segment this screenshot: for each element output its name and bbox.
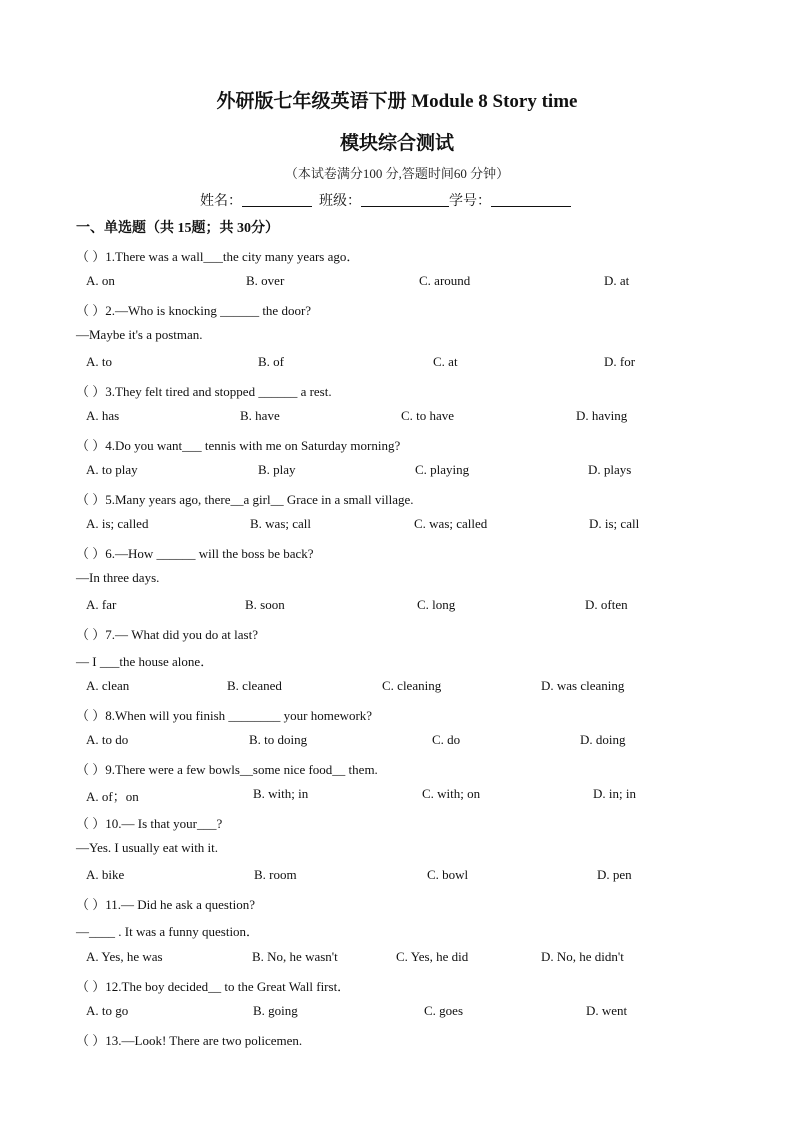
option-a: A. to go	[86, 1003, 129, 1018]
option-b: B. soon	[245, 597, 285, 612]
id-blank	[491, 192, 571, 207]
option-d: D. in; in	[593, 786, 636, 801]
option-d: D. went	[586, 1003, 628, 1018]
option-a: A. far	[86, 597, 117, 612]
option-a: A. to do	[86, 732, 129, 747]
question-stem: （ ）8.When will you finish ________ your homework?	[76, 708, 373, 723]
option-d: D. having	[576, 408, 628, 423]
option-d: D. plays	[588, 462, 632, 477]
option-b: B. room	[254, 867, 297, 882]
option-b: B. going	[253, 1003, 298, 1018]
option-a: A. on	[86, 273, 115, 288]
option-a: A. clean	[86, 678, 130, 693]
question-answer-line: —Maybe it's a postman.	[76, 327, 203, 342]
question-stem: （ ）5.Many years ago, there__a girl__ Grace in a small village.	[76, 492, 414, 507]
option-d: D. is; call	[589, 516, 640, 531]
option-a: A. has	[86, 408, 120, 423]
student-info-row	[200, 190, 571, 210]
option-a: A. to	[86, 354, 112, 369]
option-c: C. playing	[415, 462, 470, 477]
option-b: B. was; call	[250, 516, 312, 531]
option-c: C. bowl	[427, 867, 469, 882]
class-blank	[361, 192, 449, 207]
option-b: B. over	[246, 273, 285, 288]
option-d: D. was cleaning	[541, 678, 625, 693]
question-stem: （ ）6.—How ______ will the boss be back?	[76, 546, 314, 561]
option-a: A. bike	[86, 867, 125, 882]
question-stem: （ ）9.There were a few bowls__some nice food__ them.	[76, 762, 378, 777]
question-stem: （ ）10.— Is that your___?	[76, 816, 223, 831]
option-c: C. cleaning	[382, 678, 442, 693]
option-c: C. long	[417, 597, 456, 612]
id-label: 学号：	[449, 194, 491, 209]
question-stem: （ ）2.—Who is knocking ______ the door?	[76, 303, 312, 318]
option-a: A. to play	[86, 462, 138, 477]
section-title: 一、单选题（共 15题；共 30分）	[76, 221, 279, 236]
option-d: D. at	[604, 273, 630, 288]
option-d: D. doing	[580, 732, 626, 747]
document-title: 外研版七年级英语下册 Module 8 Story time	[216, 91, 578, 112]
option-b: B. cleaned	[227, 678, 282, 693]
option-b: B. have	[240, 408, 280, 423]
option-a: A. Yes, he was	[86, 949, 163, 964]
option-a: A. of；on	[86, 789, 139, 804]
exam-note: （本试卷满分100 分,答题时间60 分钟）	[284, 166, 510, 181]
option-b: B. to doing	[249, 732, 308, 747]
option-c: C. goes	[424, 1003, 463, 1018]
question-stem: （ ）7.— What did you do at last?	[76, 627, 258, 642]
option-d: D. pen	[597, 867, 632, 882]
option-c: C. do	[432, 732, 461, 747]
name-blank	[242, 192, 312, 207]
option-d: D. for	[604, 354, 636, 369]
option-b: B. play	[258, 462, 296, 477]
question-stem: （ ）12.The boy decided__ to the Great Wall first．	[76, 979, 351, 994]
option-b: B. No, he wasn't	[252, 949, 338, 964]
option-d: D. No, he didn't	[541, 949, 624, 964]
question-answer-line: —In three days.	[76, 570, 160, 585]
question-stem: （ ）4.Do you want___ tennis with me on Saturday morning?	[76, 438, 401, 453]
option-b: B. of	[258, 354, 284, 369]
option-c: C. Yes, he did	[396, 949, 469, 964]
option-d: D. often	[585, 597, 628, 612]
question-answer-line: —Yes. I usually eat with it.	[76, 840, 219, 855]
question-answer-line: —____ . It was a funny question．	[76, 924, 260, 939]
option-c: C. around	[419, 273, 471, 288]
option-a: A. is; called	[86, 516, 149, 531]
question-stem: （ ）1.There was a wall___the city many years ago．	[76, 249, 360, 264]
document-subtitle: 模块综合测试	[339, 133, 454, 154]
option-c: C. was; called	[414, 516, 488, 531]
option-c: C. at	[433, 354, 458, 369]
question-stem: （ ）13.—Look! There are two policemen.	[76, 1033, 303, 1048]
question-answer-line: — I ___the house alone．	[76, 654, 214, 669]
class-label: 班级：	[319, 194, 361, 209]
question-stem: （ ）3.They felt tired and stopped ______ a rest.	[76, 384, 332, 399]
option-b: B. with; in	[253, 786, 309, 801]
option-c: C. with; on	[422, 786, 481, 801]
name-label: 姓名：	[200, 194, 242, 209]
question-stem: （ ）11.— Did he ask a question?	[76, 897, 255, 912]
option-c: C. to have	[401, 408, 455, 423]
